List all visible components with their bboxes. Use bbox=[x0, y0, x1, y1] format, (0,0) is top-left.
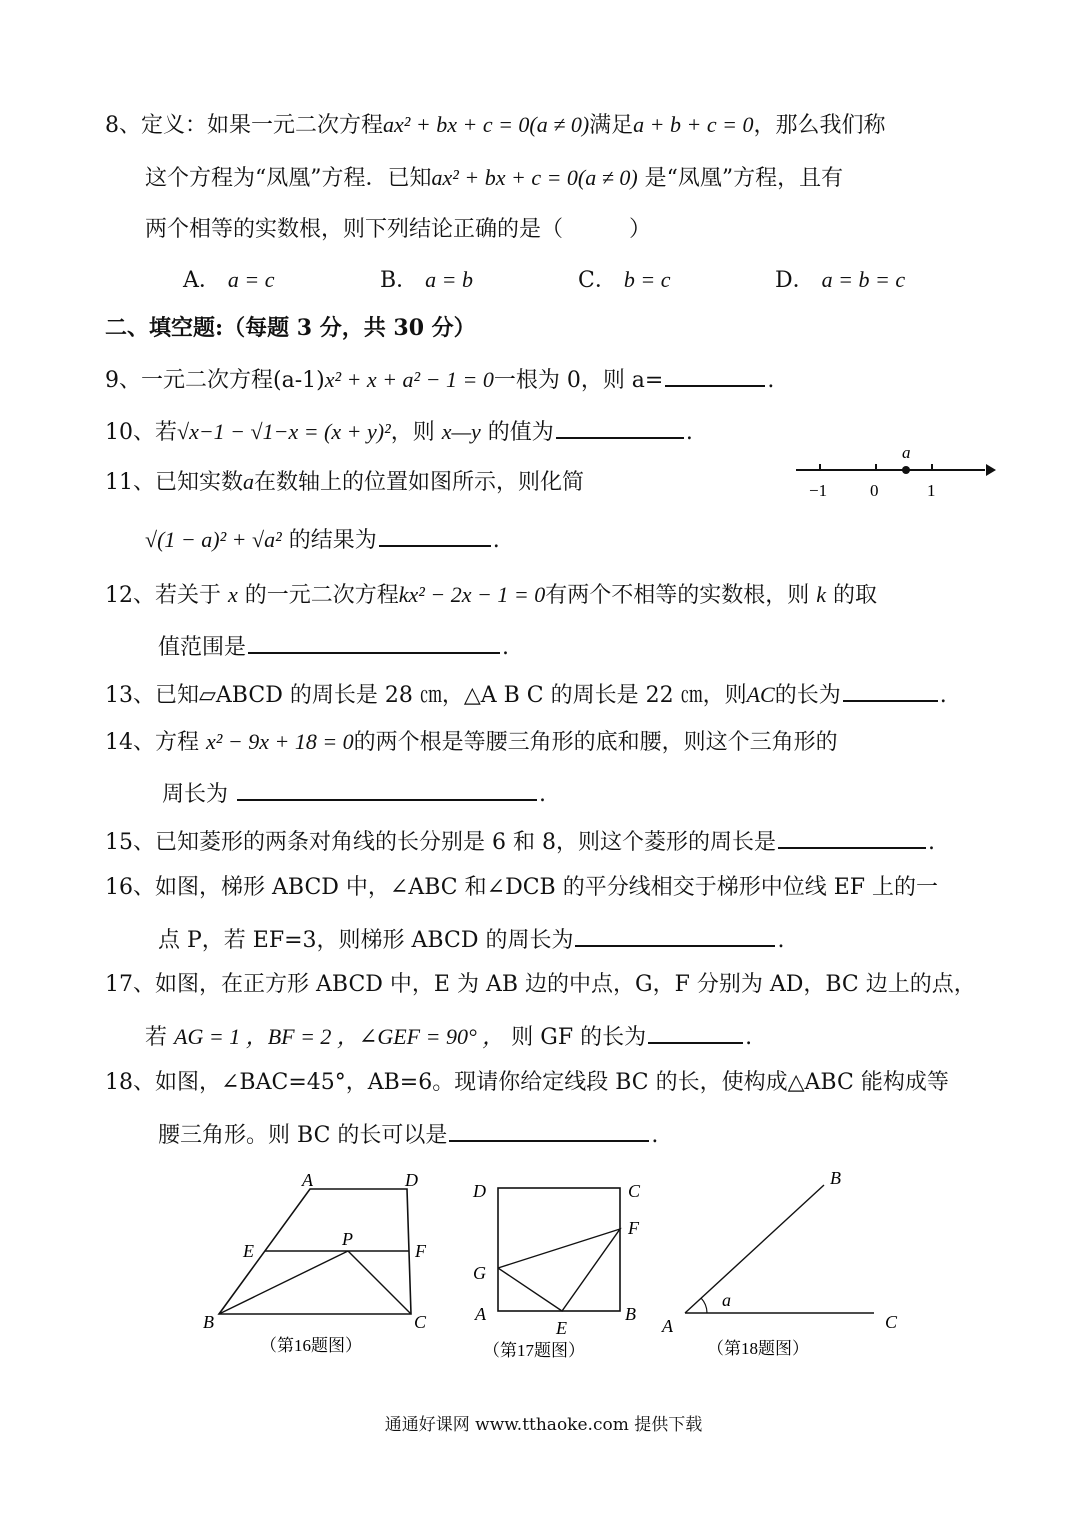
q15-text: 15、已知菱形的两条对角线的长分别是 6 和 8，则这个菱形的周长是 bbox=[105, 830, 776, 855]
q17-text: 若 bbox=[145, 1025, 168, 1050]
q14-line1 bbox=[105, 727, 838, 758]
q14-equation: x² − 9x + 18 = 0 bbox=[206, 729, 354, 754]
arrow-right-icon bbox=[986, 464, 996, 476]
period: . bbox=[685, 420, 693, 445]
q12-text: 有两个不相等的实数根，则 bbox=[545, 583, 810, 608]
q11-text: 在数轴上的位置如图所示，则化简 bbox=[254, 470, 585, 495]
q18-line1 bbox=[105, 1068, 949, 1098]
tick-label: 1 bbox=[927, 481, 936, 500]
answer-blank[interactable] bbox=[449, 1118, 649, 1142]
q11-line2 bbox=[145, 523, 500, 556]
q14-text: 周长为 bbox=[162, 782, 229, 807]
q8-condition: a + b + c = 0 bbox=[633, 112, 754, 137]
option-label: B． bbox=[380, 268, 419, 293]
q8-equation: ax² + bx + c = 0(a ≠ 0) bbox=[383, 112, 590, 137]
period: . bbox=[492, 528, 500, 553]
q8-text: 满足 bbox=[589, 113, 634, 138]
figure-caption: （第16题图） bbox=[260, 1336, 362, 1355]
answer-blank[interactable] bbox=[778, 825, 926, 849]
segment-cp bbox=[348, 1251, 411, 1314]
period: . bbox=[927, 830, 935, 855]
q14-line2 bbox=[162, 777, 546, 810]
section-heading: 二、填空题:（每题 3 分，共 30 分） bbox=[105, 315, 476, 341]
angle-arc bbox=[701, 1298, 707, 1313]
vertex-label: B bbox=[830, 1168, 841, 1188]
q10-equation: √x−1 − √1−x = (x + y)² bbox=[177, 419, 391, 444]
q14-text: 的两个根是等腰三角形的底和腰，则这个三角形的 bbox=[353, 730, 838, 755]
period: . bbox=[502, 635, 510, 660]
q8-text: ，那么我们称 bbox=[753, 113, 886, 138]
q17-line1 bbox=[105, 970, 976, 1000]
q9 bbox=[105, 363, 774, 396]
q16-text: 点 P，若 EF=3，则梯形 ABCD 的周长为 bbox=[158, 928, 574, 953]
q8-text: 这个方程为“凤凰”方程．已知 bbox=[145, 166, 432, 191]
q10-text: ，则 bbox=[390, 420, 435, 445]
q13-text: 的长为 bbox=[774, 683, 841, 708]
q11-text: 的结果为 bbox=[288, 528, 377, 553]
q8-line1 bbox=[105, 110, 886, 141]
q11-text: 11、已知实数 bbox=[105, 470, 243, 495]
vertex-label: C bbox=[628, 1181, 641, 1201]
answer-blank[interactable] bbox=[379, 523, 491, 547]
q18-line2 bbox=[158, 1118, 658, 1151]
figure-16 bbox=[195, 1165, 445, 1365]
option-label: A． bbox=[183, 268, 221, 293]
option-label: D． bbox=[775, 268, 815, 293]
q15 bbox=[105, 825, 935, 858]
q17-condition: AG = 1 ，BF = 2 ，∠GEF = 90° ， bbox=[174, 1024, 505, 1049]
point-a-label: a bbox=[902, 445, 911, 462]
figure-caption: （第17题图） bbox=[483, 1341, 585, 1360]
q17-line2 bbox=[145, 1020, 752, 1053]
q11-variable: a bbox=[243, 469, 254, 494]
vertex-label: A bbox=[475, 1304, 486, 1324]
vertex-label: P bbox=[342, 1229, 353, 1249]
vertex-label: E bbox=[556, 1318, 567, 1338]
q8-line2 bbox=[145, 163, 843, 194]
q10-variable: x—y bbox=[441, 419, 481, 444]
q13-text: 13、已知▱ABCD 的周长是 28 ㎝，△A B C 的周长是 22 ㎝，则 bbox=[105, 683, 747, 708]
vertex-label: F bbox=[415, 1241, 426, 1261]
q12-equation: kx² − 2x − 1 = 0 bbox=[398, 582, 546, 607]
vertex-label: A bbox=[302, 1170, 313, 1190]
period: . bbox=[651, 1123, 659, 1148]
vertex-label: G bbox=[473, 1263, 486, 1283]
q18-text: 18、如图，∠BAC=45°，AB=6。现请你给定线段 BC 的长，使构成△ABC 能构成等 bbox=[105, 1070, 949, 1095]
option-value: b = c bbox=[623, 267, 671, 292]
q18-text: 腰三角形。则 BC 的长可以是 bbox=[158, 1123, 448, 1148]
segment-bp bbox=[219, 1251, 348, 1314]
vertex-label: D bbox=[405, 1170, 418, 1190]
option-value: a = b bbox=[425, 267, 474, 292]
period: . bbox=[539, 782, 547, 807]
page-footer: 通通好课网 www.tthaoke.com 提供下载 bbox=[384, 1415, 703, 1435]
q12-text: 的一元二次方程 bbox=[244, 583, 399, 608]
vertex-label: D bbox=[473, 1181, 486, 1201]
q9-text: 一根为 0，则 a= bbox=[493, 368, 664, 393]
answer-blank[interactable] bbox=[556, 415, 684, 439]
q10-text: 的值为 bbox=[487, 420, 554, 445]
answer-blank[interactable] bbox=[648, 1020, 743, 1044]
vertex-label: F bbox=[628, 1218, 639, 1238]
figure-17 bbox=[465, 1170, 655, 1370]
q8-text: 8、定义：如果一元二次方程 bbox=[105, 113, 383, 138]
q12-line2 bbox=[158, 630, 509, 663]
q8-text: 两个相等的实数根，则下列结论正确的是（ ） bbox=[145, 217, 652, 242]
answer-blank[interactable] bbox=[843, 678, 938, 702]
q12-variable: k bbox=[816, 582, 826, 607]
q10-text: 10、若 bbox=[105, 420, 177, 445]
period: . bbox=[745, 1025, 753, 1050]
vertex-label: E bbox=[243, 1241, 254, 1261]
q9-equation: x² + x + a² − 1 = 0 bbox=[324, 367, 494, 392]
q8-option-d bbox=[775, 265, 905, 296]
q10 bbox=[105, 415, 693, 448]
q13 bbox=[105, 678, 947, 711]
vertex-label: C bbox=[414, 1312, 427, 1332]
q16-text: 16、如图，梯形 ABCD 中，∠ABC 和∠DCB 的平分线相交于梯形中位线 EF 上的一 bbox=[105, 875, 939, 900]
q12-text: 12、若关于 bbox=[105, 583, 221, 608]
figure-18 bbox=[655, 1160, 915, 1365]
q13-variable: AC bbox=[746, 682, 775, 707]
vertex-label: B bbox=[203, 1312, 214, 1332]
q11-expression: √(1 − a)² + √a² bbox=[145, 527, 282, 552]
q8-text: 是“凤凰”方程，且有 bbox=[644, 166, 844, 191]
answer-blank[interactable] bbox=[665, 363, 765, 387]
q12-text: 值范围是 bbox=[158, 635, 247, 660]
q16-line2 bbox=[158, 923, 784, 956]
q17-text: 则 GF 的长为 bbox=[511, 1025, 647, 1050]
vertex-label: B bbox=[625, 1304, 636, 1324]
period: . bbox=[939, 683, 947, 708]
answer-blank[interactable] bbox=[575, 923, 775, 947]
q12-text: 的取 bbox=[833, 583, 878, 608]
q14-text: 14、方程 bbox=[105, 730, 199, 755]
q17-text: 17、如图，在正方形 ABCD 中，E 为 AB 边的中点，G，F 分别为 AD，BC 边上的点， bbox=[105, 972, 976, 997]
answer-blank[interactable] bbox=[237, 777, 537, 801]
answer-blank[interactable] bbox=[248, 630, 500, 654]
option-value: a = c bbox=[227, 267, 275, 292]
tick-label: −1 bbox=[809, 481, 828, 500]
q8-option-a bbox=[183, 265, 275, 296]
point-a bbox=[902, 466, 910, 474]
period: . bbox=[767, 368, 775, 393]
number-line bbox=[790, 445, 1000, 505]
q8-option-c bbox=[578, 265, 670, 296]
q16-line1 bbox=[105, 873, 938, 903]
triangle-gef bbox=[498, 1229, 620, 1311]
option-value: a = b = c bbox=[821, 267, 906, 292]
q11-line1 bbox=[105, 467, 584, 498]
vertex-label: A bbox=[662, 1316, 673, 1336]
q8-line3 bbox=[145, 215, 651, 245]
vertex-label: C bbox=[885, 1312, 898, 1332]
square-abcd bbox=[498, 1188, 620, 1311]
angle-label: a bbox=[722, 1290, 731, 1310]
q8-option-b bbox=[380, 265, 473, 296]
q8-equation: ax² + bx + c = 0(a ≠ 0) bbox=[431, 165, 638, 190]
option-label: C． bbox=[578, 268, 617, 293]
q12-line1 bbox=[105, 580, 877, 611]
q12-variable: x bbox=[228, 582, 238, 607]
period: . bbox=[777, 928, 785, 953]
ray-ab bbox=[685, 1185, 824, 1313]
q9-text: 9、一元二次方程(a-1) bbox=[105, 368, 325, 393]
figure-caption: （第18题图） bbox=[707, 1339, 809, 1358]
tick-label: 0 bbox=[870, 481, 879, 500]
